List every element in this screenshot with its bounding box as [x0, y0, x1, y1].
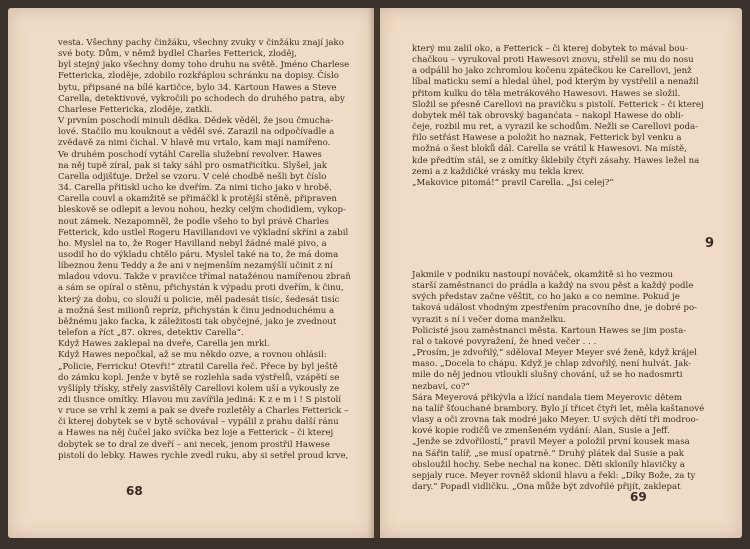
right-page-body-bottom: Jakmile v podniku nastoupí nováček, okamžitě si ho vezmou starší zaměstnanci do prádla a každý na svou pěst a každý podle svých představ začne věštit, co ho jako a co nemine. Pokud je taková událost vhodným zpestřením pracovního dne, je dobré po- vyrazit s ní i večer doma manželku. Policisté jsou zaměstnanci města. Kartoun Hawes se jim posta- ral o takové povyražení, že hned večer . . . „Prosím, je zdvořilý,“ sdělovaI Meyer Meyer své ženě, když krájel maso. „Docela to chápu. Když je chlap zdvořilý, není hulvát. Jak- mile do něj jednou vtloukli slušný chování, už se ho nadosmrti nezbaví, co?“ Sára Meyerová přikývla a lžící nandala tiem Meyerovic dětem na talíř šťouchané brambory. Bylo jí třicet čtyři let, měla kaštanové vlasy a oči zrovna tak modré jako Meyer. U svých dětí tři modroo- kové kopie rodičů ve zmenšeném vydání: Alan, Susie a Jeff. „Jenže se zdvořilostí,“ pravil Meyer a položil první kousek masa na Sářin talíř, „se musí opatrně.“ Druhý plátek dal Susie a pak obsloužil hochy. Sebe nechal na konec. Děti skloníly hlavičky a sepjaly ruce. Meyer rovněž sklonil hlavu a řekl: „Díky Bože, za ty dary.“ Popadl vidličku. „Ona může být zdvořilé přijít, zaklepat: [412, 270, 705, 492]
chapter-number: 9: [704, 236, 714, 251]
left-page-body: vesta. Všechny pachy činžáku, všechny zvuky v činžáku znají jako své boty. Dům, v němž bydlel Charles Fetterick, zloděj, byl stejný jako všechny domy toho druhu na světě. Jméno Charlese Fettericka, zloděje, zdobilo rozkřáplou schránku na dopisy. Číslo bytu, připsané na bílé kartičce, bylo 34. Kartoun Hawes a Steve Carella, detektivové, vykročili po schodech do druhého patra, aby Charlese Fettericka, zloděje, zatkli. V prvním poschodí minuli dědka. Dědek věděl, že jsou čmucha- lové. Stačilo mu kouknout a věděl své. Zarazil na odpočívadle a zvědavě za nimi čichal. V hlavě mu vrtalo, kam mají namířeno. Ve druhém poschodí vytáhl Carella služební revolver. Hawes na něj tupě zíral, pak si taky sáhl pro osmatřicítku. Slyšel, jak Carella odjišťuje. Držel se vzoru. V celé chodbě nešli byt číslo 34. Carella přitiskl ucho ke dveřím. Za nimi ticho jako v hrobě. Carella couvl a okamžitě se přimáčkl k protější stěně, připraven bleskově se odlepit a levou nohou, hezky celým chodidlem, vykop- nout zámek. Nezapomněl, že podle všeho to byl právě Charles Fetterick, kdo ustlel Rogeru Havillandovi ve výkladní skříni a zabil ho. Myslel na to, že Roger Havilland nebyl žádné malé pivo, a usodil ho do výkladu chtělo páru. Myslel také na to, že má doma líbeznou ženu Teddy a že ani v nejmenším nezamýšlí učinit z ní mladou vdovu. Takže v pravičce třímal natažénou namířenou zbraň a sám se opíral o stěnu, přichystán k výpadu proti dveřím, k činu, který za dobu, co slouží u policie, měl padesát tisíc, šedesát tisíc a možná šest milionů repríz, přichystán k činu jednoduchému a běžnému jako facka, k záležitosti tak obyčejné, jako je zvednout telefon a říct „87. okres, detektiv Carella“. Když Hawes zaklepal na dveře, Carella jen mrkl. Když Hawes nepočkal, až se mu někdo ozve, a rovnou ohlásil: „Policie, Ferricku! Otevři!“ ztratil Carella řeč. Přece by byl ještě do zámku kopl. Jenže v bytě se rozlehla sada výstřelů, vzápětí se vyšlíply třísky, střely zasvištěly Carellovi kolem uší a vykously ze zdi tlusnce omítky. Hlavou mu zavířila jediná: K z e m i ! S pistolí v ruce se vrhl k zemi a pak se dveře rozletěly a Charles Fetterick – či kterej dobytek se v bytě schovával – vypálil z prahu další ránu a Hawes na něj čučel jako svíčka bez loje a Fetterick – či kterej dobytek se to dral ze dveří – ani necek, jenom prostřil Hawese pistolí do lebky. Hawes rychle zvedl ruku, aby si setřel proud krve,: [58, 38, 351, 461]
left-page-text: [58, 38, 356, 462]
left-page-number: 68: [126, 484, 143, 498]
right-page-text-bottom: [412, 270, 712, 493]
right-page-text-top: [412, 44, 712, 189]
right-page-number: 69: [630, 490, 647, 504]
right-page: [380, 8, 742, 538]
left-page: [8, 8, 374, 538]
right-page-body-top: který mu zalil oko, a Fetterick – či kterej dobytek to mával bou- chačkou – vyrukoval proti Hawesovi znovu, střelil se mu do nosu a odpálil ho jako zchromlou kočenu zpátečkou ke Carellovi, jenž líbal maticku semí a hledal úhel, pod kterým by vystřelil a nenažil přitom kulku do těla metrákového Hawesovi. Hawes se složil. Složil se přesně Carellovi na pravičku s pistolí. Fetterick – či kterej dobytek měl tak obrovský baganćata – nakopl Hawese do obli- čeje, rozbil mu ret, a vyrazil ke schodům. Nežli se Carellovi poda- řilo setřást Hawese a položit ho naznak, Fetterick byl venku a možná o šest bloků dál. Carella se vrátil k Hawesovi. Na místě, kde předtím stál, se z omítky šklebily čtyři zásahy. Hawes ležel na zemi a z každičké vrásky mu tekla krev. „Makovice pitomá!“ pravil Carella. „Jsi celej?“: [412, 44, 704, 188]
